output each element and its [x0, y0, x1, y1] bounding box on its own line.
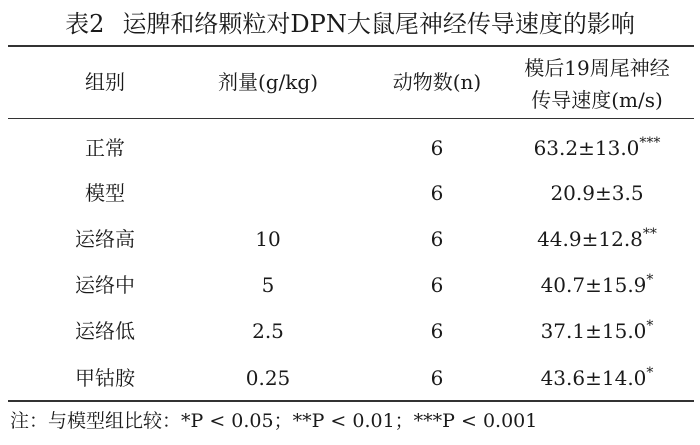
- row-group: 运络中: [75, 273, 135, 297]
- row-count: 6: [430, 181, 444, 205]
- top-rule: [8, 45, 694, 47]
- row-group: 运络高: [75, 227, 135, 251]
- ncv-value: 37.1±15.0: [540, 319, 647, 343]
- significance-mark: **: [642, 226, 657, 242]
- row-dose: 10: [255, 227, 281, 251]
- row-dose: 5: [261, 273, 275, 297]
- ncv-value: 40.7±15.9: [540, 273, 647, 297]
- header-ncv-line1: 模后19周尾神经: [524, 56, 670, 80]
- ncv-value: 20.9±3.5: [550, 181, 644, 205]
- row-count: 6: [430, 227, 444, 251]
- row-dose: 2.5: [252, 319, 284, 343]
- row-ncv: [541, 318, 654, 344]
- row-group: 甲钴胺: [75, 366, 135, 390]
- table-title: [0, 8, 700, 40]
- row-count: 6: [430, 319, 444, 343]
- row-ncv: [541, 272, 654, 298]
- row-ncv: [541, 365, 654, 391]
- ncv-value: 44.9±12.8: [537, 227, 643, 251]
- row-count: 6: [430, 366, 444, 390]
- row-count: 6: [430, 136, 444, 160]
- header-count: 动物数(n): [392, 70, 482, 94]
- row-group: 运络低: [75, 319, 135, 343]
- header-group: 组别: [85, 70, 125, 94]
- row-ncv: [537, 226, 657, 252]
- header-ncv-line2: 传导速度(m/s): [531, 88, 663, 112]
- row-count: 6: [430, 273, 444, 297]
- ncv-value: 63.2±13.0: [533, 136, 640, 160]
- significance-mark: *: [646, 272, 654, 288]
- significance-mark: ***: [639, 135, 661, 151]
- table-title-text: 运脾和络颗粒对DPN大鼠尾神经传导速度的影响: [122, 10, 635, 38]
- ncv-value: 43.6±14.0: [540, 366, 647, 390]
- significance-mark: *: [646, 318, 654, 334]
- row-dose: 0.25: [245, 366, 291, 390]
- row-ncv: [534, 135, 661, 161]
- table-footnote: 注：与模型组比较：*P < 0.05；**P < 0.01；***P < 0.001: [10, 410, 538, 432]
- header-dose: 剂量(g/kg): [217, 70, 319, 94]
- table-number: 表2: [65, 10, 105, 38]
- row-group: 模型: [85, 181, 125, 205]
- row-ncv: [550, 180, 643, 206]
- header-rule: [8, 118, 694, 119]
- row-group: 正常: [85, 136, 125, 160]
- bottom-rule: [8, 400, 694, 402]
- significance-mark: *: [646, 365, 654, 381]
